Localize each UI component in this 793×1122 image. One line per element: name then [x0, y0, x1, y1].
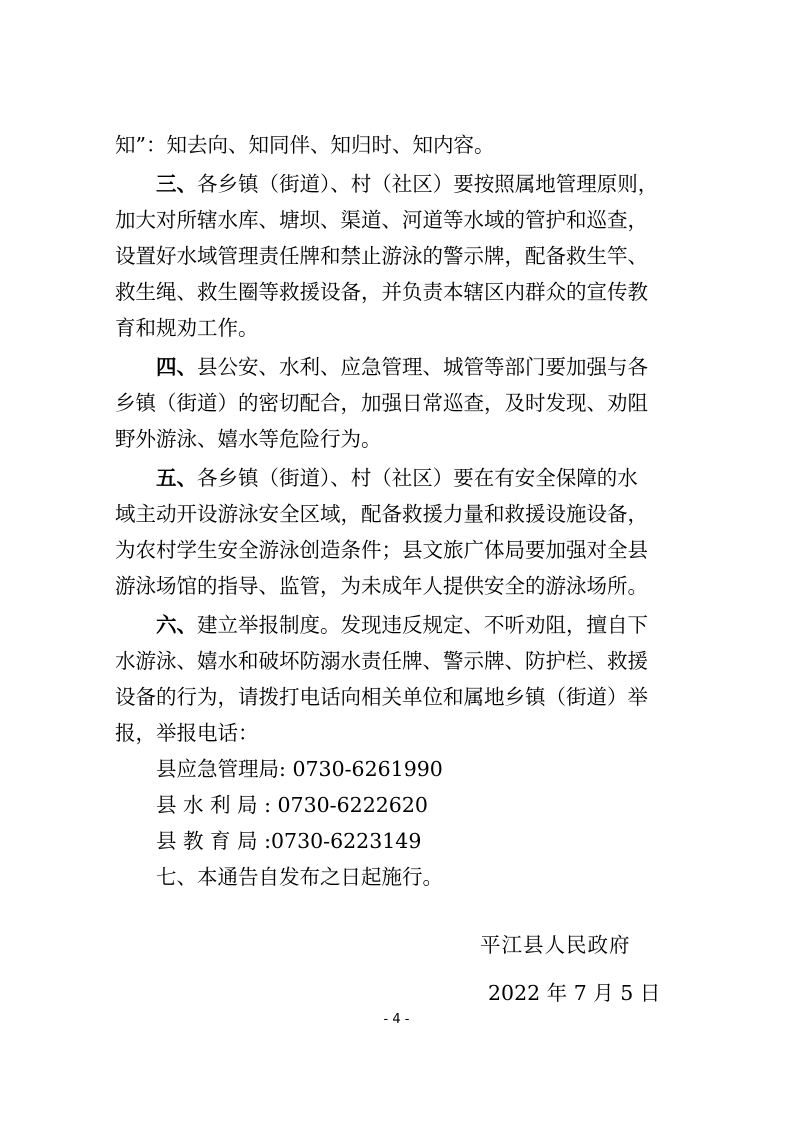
item-6-label: 六、 [156, 613, 197, 637]
item-5-first-line [115, 460, 685, 496]
item-3-label: 三、 [156, 172, 197, 196]
item-4-first-line [115, 349, 685, 385]
item-5-line: 域主动开设游泳安全区域，配备救援力量和救援设施设备， [115, 502, 648, 526]
contact-name: 县 水 利 局 [156, 793, 265, 817]
contact-phone: 0730-6261990 [292, 757, 443, 781]
signature-organization: 平江县人民政府 [480, 933, 631, 957]
item-4-text: 县公安、水利、应急管理、城管等部门要加强与各 [197, 355, 648, 379]
item-6-text: 建立举报制度。发现违反规定、不听劝阻，擅自下 [197, 613, 648, 637]
document-body [115, 127, 685, 895]
contact-row: 县应急管理局: 0730-6261990 [156, 757, 443, 781]
contact-name: 县 教 育 局 [156, 829, 265, 853]
page-number: - 4 - [383, 1012, 410, 1027]
item-5-label: 五、 [156, 466, 197, 490]
item-6-line: 水游泳、嬉水和破坏防溺水责任牌、警示牌、防护栏、救援 [115, 649, 648, 673]
signature-date: 2022 年 7 月 5 日 [488, 981, 661, 1005]
item-3-text: 各乡镇（街道）、村（社区）要按照属地管理原则， [197, 172, 659, 196]
item-4-label: 四、 [156, 355, 197, 379]
item-3-line: 加大对所辖水库、塘坝、渠道、河道等水域的管护和巡查， [115, 208, 648, 232]
contact-phone: 0730-6223149 [271, 829, 422, 853]
item-6-line: 报，举报电话： [115, 721, 259, 745]
item-3-first-line [115, 166, 685, 202]
item-5-text: 各乡镇（街道）、村（社区）要在有安全保障的水 [197, 466, 638, 490]
item-5-line: 为农村学生安全游泳创造条件；县文旅广体局要加强对全县 [115, 538, 648, 562]
item-7-line: 七、本通告自发布之日起施行。 [156, 865, 443, 889]
signature-block [480, 927, 660, 1011]
item-6-first-line [115, 607, 685, 643]
item-5-line: 游泳场馆的指导、监管，为未成年人提供安全的游泳场所。 [115, 574, 648, 598]
contact-name: 县应急管理局 [156, 757, 279, 781]
item-3-line: 育和规劝工作。 [115, 316, 259, 340]
item-4-line: 野外游泳、嬉水等危险行为。 [115, 427, 382, 451]
contact-row: 县 教 育 局 :0730-6223149 [156, 829, 422, 853]
item-4-line: 乡镇（街道）的密切配合，加强日常巡查，及时发现、劝阻 [115, 391, 648, 415]
item-3-line: 设置好水域管理责任牌和禁止游泳的警示牌，配备救生竿、 [115, 244, 648, 268]
item-3-line: 救生绳、救生圈等救援设备，并负责本辖区内群众的宣传教 [115, 280, 648, 304]
contact-phone: 0730-6222620 [277, 793, 428, 817]
contact-row: 县 水 利 局 : 0730-6222620 [156, 793, 428, 817]
paragraph-line: 知”：知去向、知同伴、知归时、知内容。 [115, 133, 495, 157]
item-6-line: 设备的行为，请拨打电话向相关单位和属地乡镇（街道）举 [115, 685, 648, 709]
